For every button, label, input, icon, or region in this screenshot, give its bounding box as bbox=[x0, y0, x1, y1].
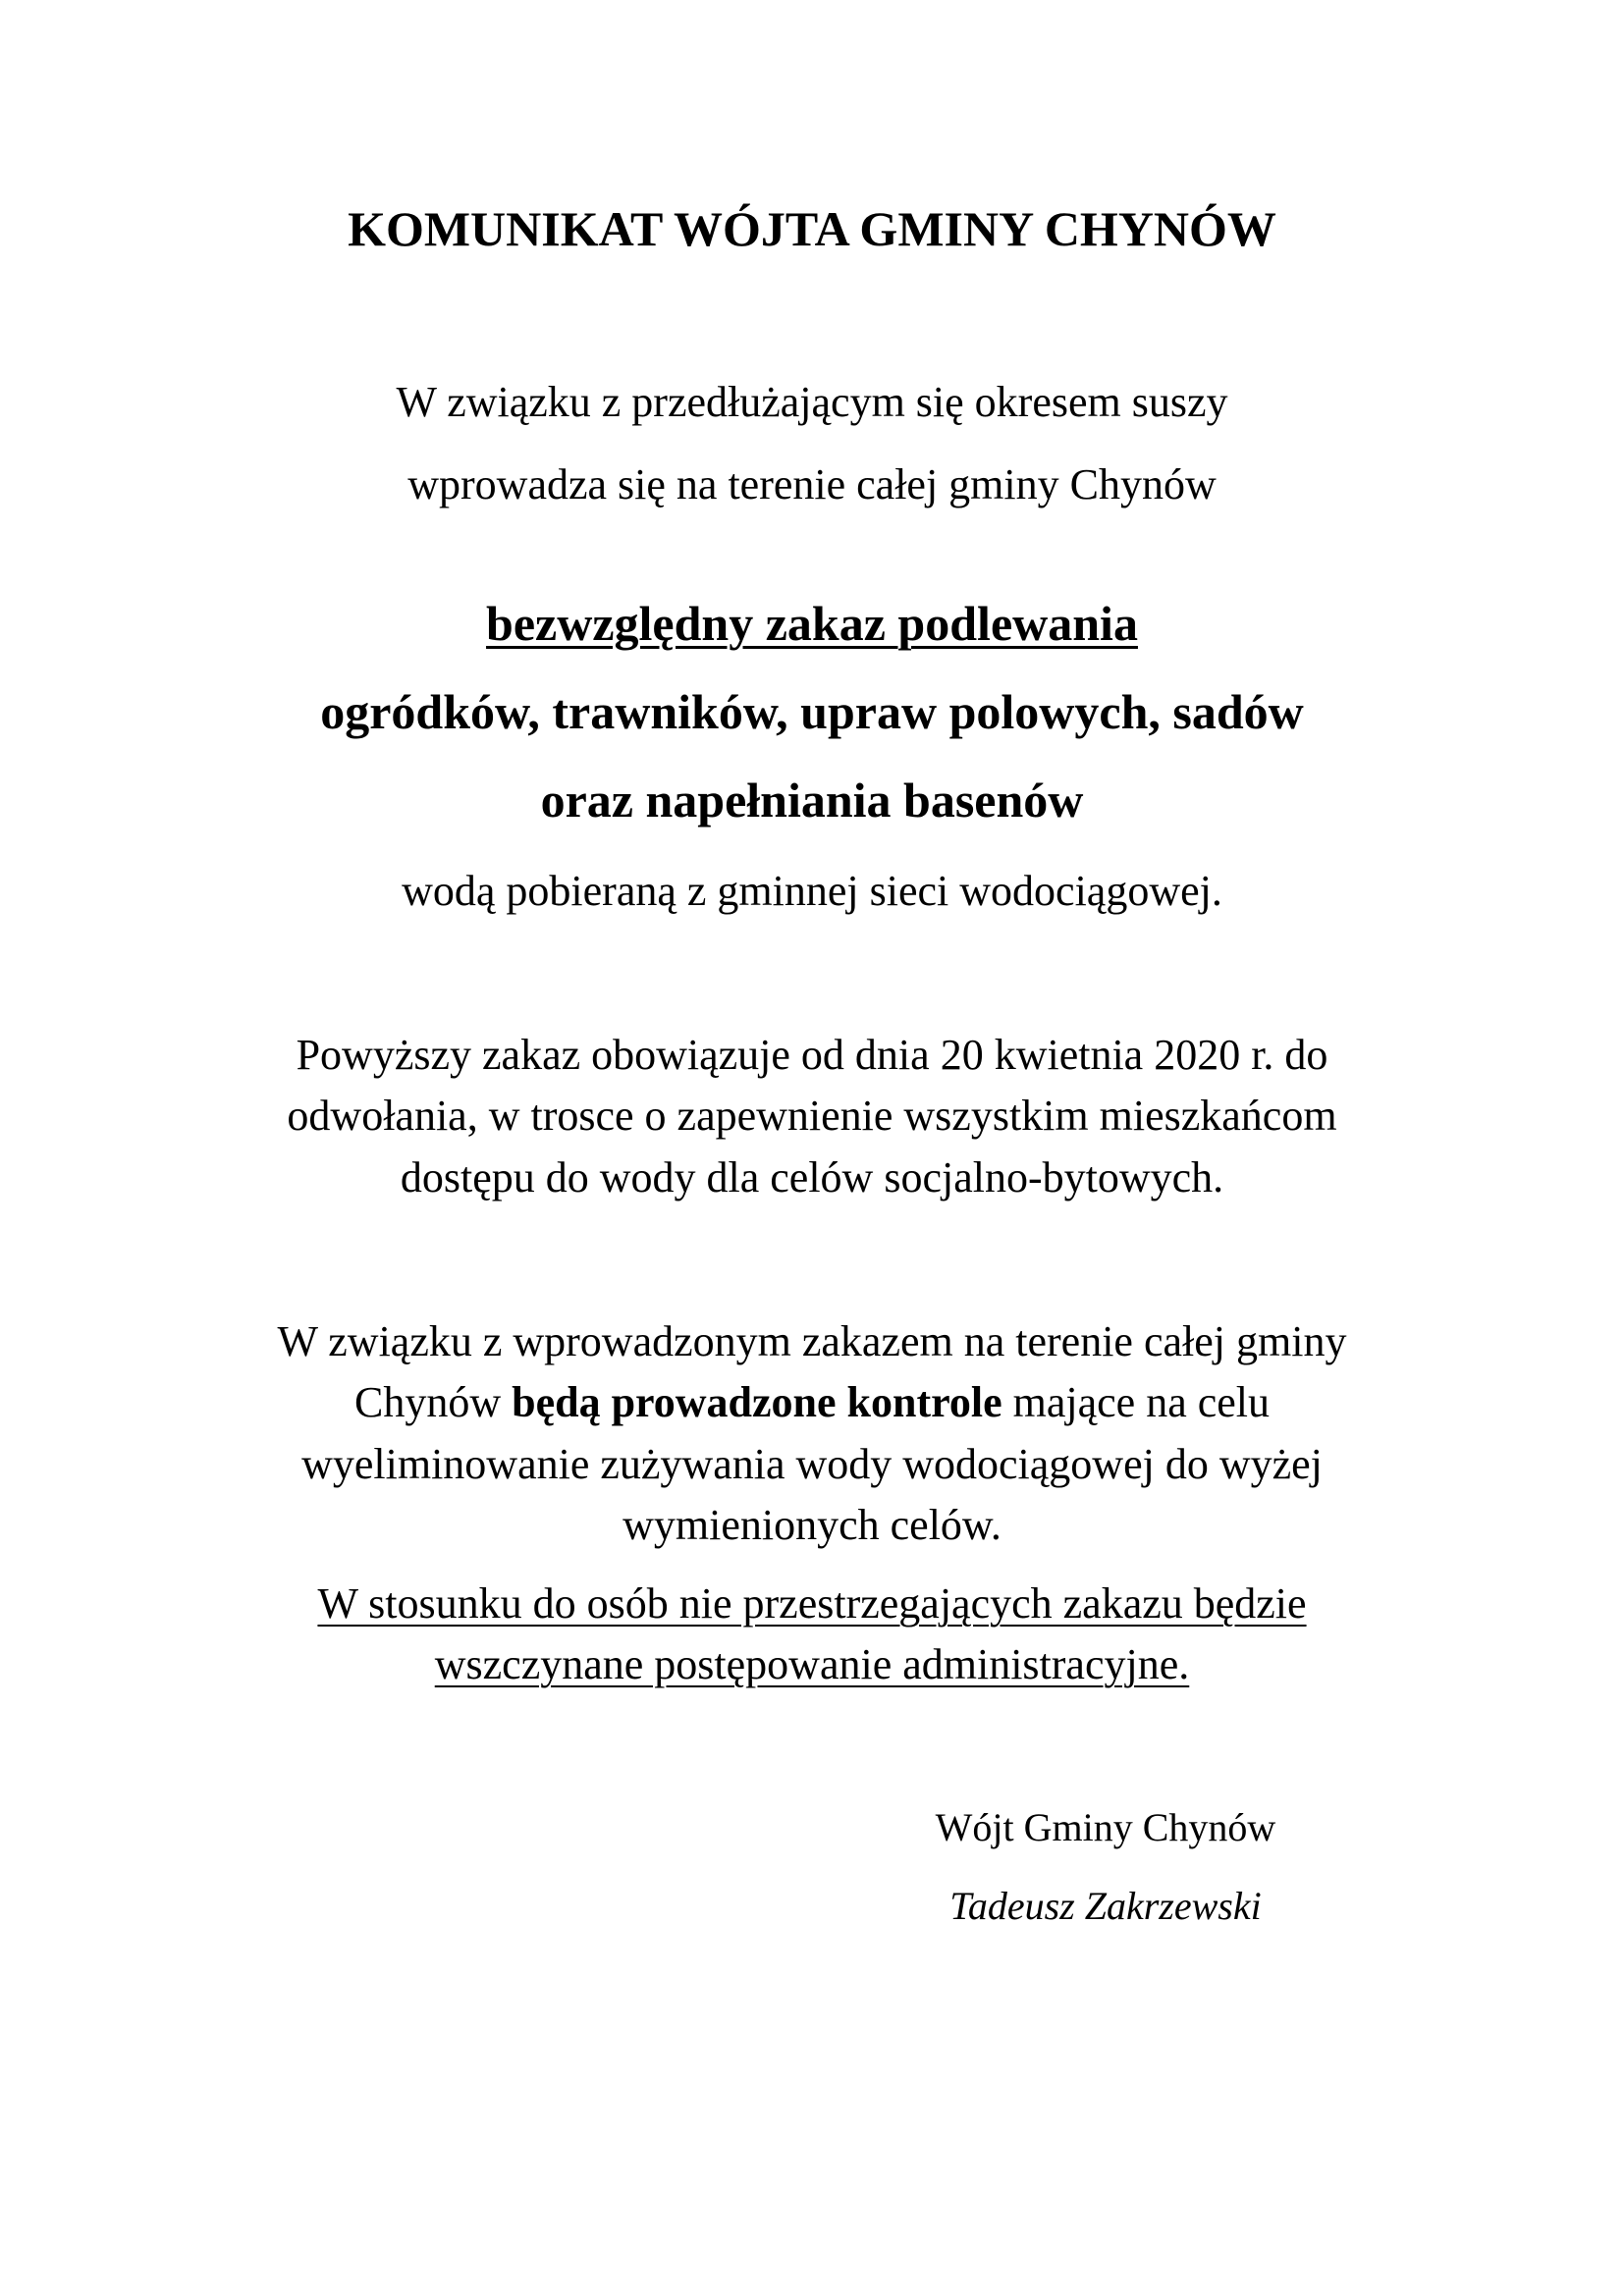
sanction-line-2-text: wszczynane postępowanie administracyjne. bbox=[434, 1640, 1190, 1688]
ban-source-line: wodą pobieraną z gminnej sieci wodociągowej. bbox=[402, 867, 1222, 915]
controls-line-3: wyeliminowanie zużywania wody wodociągowej do wyżej bbox=[301, 1440, 1323, 1488]
controls-emphasis: będą prowadzone kontrole bbox=[512, 1378, 1002, 1426]
signature-name: Tadeusz Zakrzewski bbox=[949, 1884, 1262, 1928]
sanction-line-2 bbox=[0, 1640, 1624, 1688]
sanction-line-1 bbox=[0, 1579, 1624, 1628]
intro-line-1: W związku z przedłużającym się okresem suszy bbox=[396, 378, 1228, 426]
validity-line-1: Powyższy zakaz obowiązuje od dnia 20 kwietnia 2020 r. do bbox=[296, 1031, 1328, 1079]
sanction-line-1-text: W stosunku do osób nie przestrzegających zakazu będzie bbox=[317, 1579, 1307, 1628]
controls-line-1: W związku z wprowadzonym zakazem na terenie całej gminy bbox=[277, 1317, 1347, 1365]
controls-line-2-end: mające na celu bbox=[1001, 1378, 1271, 1426]
controls-line-2 bbox=[0, 1378, 1624, 1426]
intro-line-2: wprowadza się na terenie całej gminy Chynów bbox=[407, 460, 1217, 508]
ban-scope-line-1: ogródków, trawników, upraw polowych, sadów bbox=[320, 684, 1304, 739]
ban-heading-text: bezwzględny zakaz podlewania bbox=[486, 596, 1138, 651]
validity-line-2: odwołania, w trosce o zapewnienie wszystkim mieszkańcom bbox=[287, 1092, 1337, 1140]
ban-heading bbox=[0, 596, 1624, 651]
signature-office: Wójt Gminy Chynów bbox=[935, 1805, 1276, 1849]
validity-line-3: dostępu do wody dla celów socjalno-bytowych. bbox=[400, 1153, 1224, 1201]
document-title: KOMUNIKAT WÓJTA GMINY CHYNÓW bbox=[348, 201, 1276, 256]
controls-line-2-start: Chynów bbox=[353, 1378, 513, 1426]
ban-scope-line-2: oraz napełniania basenów bbox=[540, 773, 1084, 828]
controls-line-4: wymienionych celów. bbox=[623, 1501, 1001, 1549]
